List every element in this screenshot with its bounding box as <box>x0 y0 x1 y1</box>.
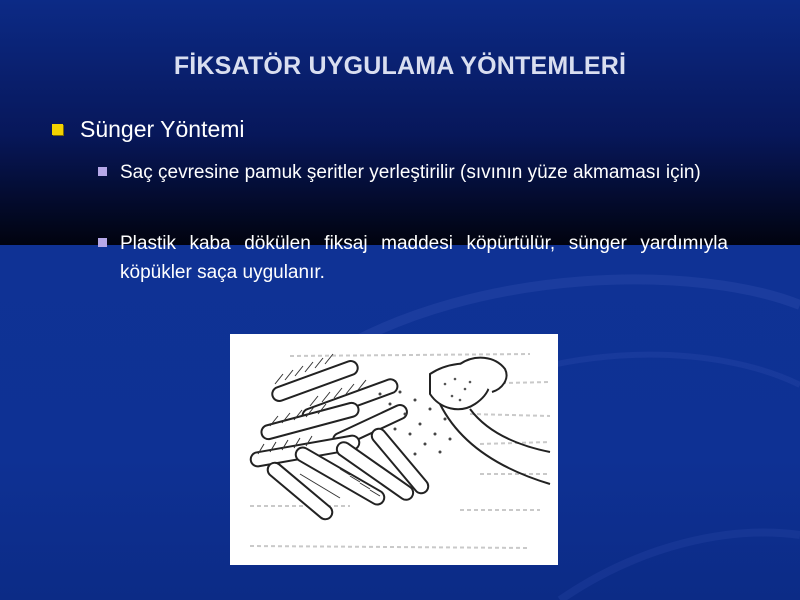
bullet-level2-text: Plastik kaba dökülen fiksaj maddesi köpürtülür, sünger yardımıyla köpükler saça uygulanır. <box>120 233 728 283</box>
hair-rollers-sponge-illustration <box>230 334 558 565</box>
square-bullet-icon <box>98 238 107 247</box>
square-bullet-icon <box>52 124 63 135</box>
bullet-level1-text: Sünger Yöntemi <box>80 116 245 142</box>
square-bullet-icon <box>98 167 107 176</box>
slide-title: FİKSATÖR UYGULAMA YÖNTEMLERİ <box>173 52 627 80</box>
bullet-level2-text: Saç çevresine pamuk şeritler yerleştirilir (sıvının yüze akmaması için) <box>120 162 701 183</box>
